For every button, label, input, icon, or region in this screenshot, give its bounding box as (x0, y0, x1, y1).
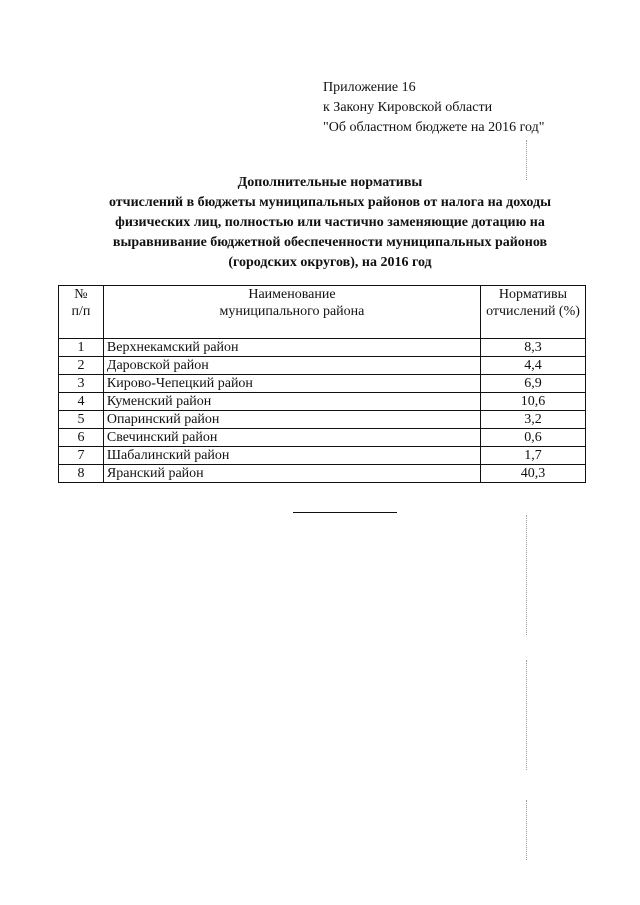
row-number: 1 (59, 339, 104, 357)
header-norm-value (481, 286, 586, 339)
table-header-row (59, 286, 586, 339)
norm-value: 10,6 (481, 393, 586, 411)
header-number (59, 286, 104, 339)
scan-artifact-line (526, 515, 527, 635)
table-row (59, 375, 586, 393)
district-name: Шабалинский район (103, 447, 480, 465)
title-line-3: физических лиц, полностью или частично заменяющие дотацию на (115, 215, 545, 230)
title-line-1: Дополнительные нормативы (237, 175, 423, 190)
district-name: Куменский район (103, 393, 480, 411)
table-row (59, 447, 586, 465)
header-number-line-2: п/п (71, 304, 91, 319)
title-line-4: выравнивание бюджетной обеспеченности муниципальных районов (112, 235, 548, 250)
header-district-name (103, 286, 480, 339)
header-name-line-1: Наименование (248, 287, 336, 302)
end-rule-divider (293, 512, 397, 513)
norm-value: 4,4 (481, 357, 586, 375)
scan-artifact-line (526, 140, 527, 180)
header-number-line-1: № (74, 287, 88, 302)
header-value-line-2: отчислений (%) (486, 304, 580, 319)
district-name: Верхнекамский район (103, 339, 480, 357)
row-number: 5 (59, 411, 104, 429)
title-line-5: (городских округов), на 2016 год (228, 255, 432, 270)
table-row (59, 465, 586, 483)
district-name: Опаринский район (103, 411, 480, 429)
title-line-2: отчислений в бюджеты муниципальных районов от налога на доходы (108, 195, 551, 210)
header-name-line-2: муниципального района (219, 304, 365, 319)
table-row (59, 357, 586, 375)
norms-table (58, 285, 586, 483)
table-row (59, 411, 586, 429)
district-name: Яранский район (103, 465, 480, 483)
district-name: Даровской район (103, 357, 480, 375)
row-number: 2 (59, 357, 104, 375)
norm-value: 40,3 (481, 465, 586, 483)
appendix-law-title: "Об областном бюджете на 2016 год" (323, 120, 545, 135)
appendix-number: Приложение 16 (323, 80, 416, 95)
table-row (59, 429, 586, 447)
scan-artifact-line (526, 800, 527, 860)
district-name: Свечинский район (103, 429, 480, 447)
header-value-line-1: Нормативы (498, 287, 568, 302)
row-number: 4 (59, 393, 104, 411)
norm-value: 1,7 (481, 447, 586, 465)
table-row (59, 339, 586, 357)
table-row (59, 393, 586, 411)
row-number: 6 (59, 429, 104, 447)
document-title (60, 173, 600, 273)
appendix-reference (323, 78, 544, 138)
row-number: 7 (59, 447, 104, 465)
norm-value: 6,9 (481, 375, 586, 393)
appendix-law-reference: к Закону Кировской области (323, 100, 493, 115)
scan-artifact-line (526, 660, 527, 770)
norm-value: 8,3 (481, 339, 586, 357)
row-number: 8 (59, 465, 104, 483)
district-name: Кирово-Чепецкий район (103, 375, 480, 393)
row-number: 3 (59, 375, 104, 393)
norm-value: 0,6 (481, 429, 586, 447)
norm-value: 3,2 (481, 411, 586, 429)
